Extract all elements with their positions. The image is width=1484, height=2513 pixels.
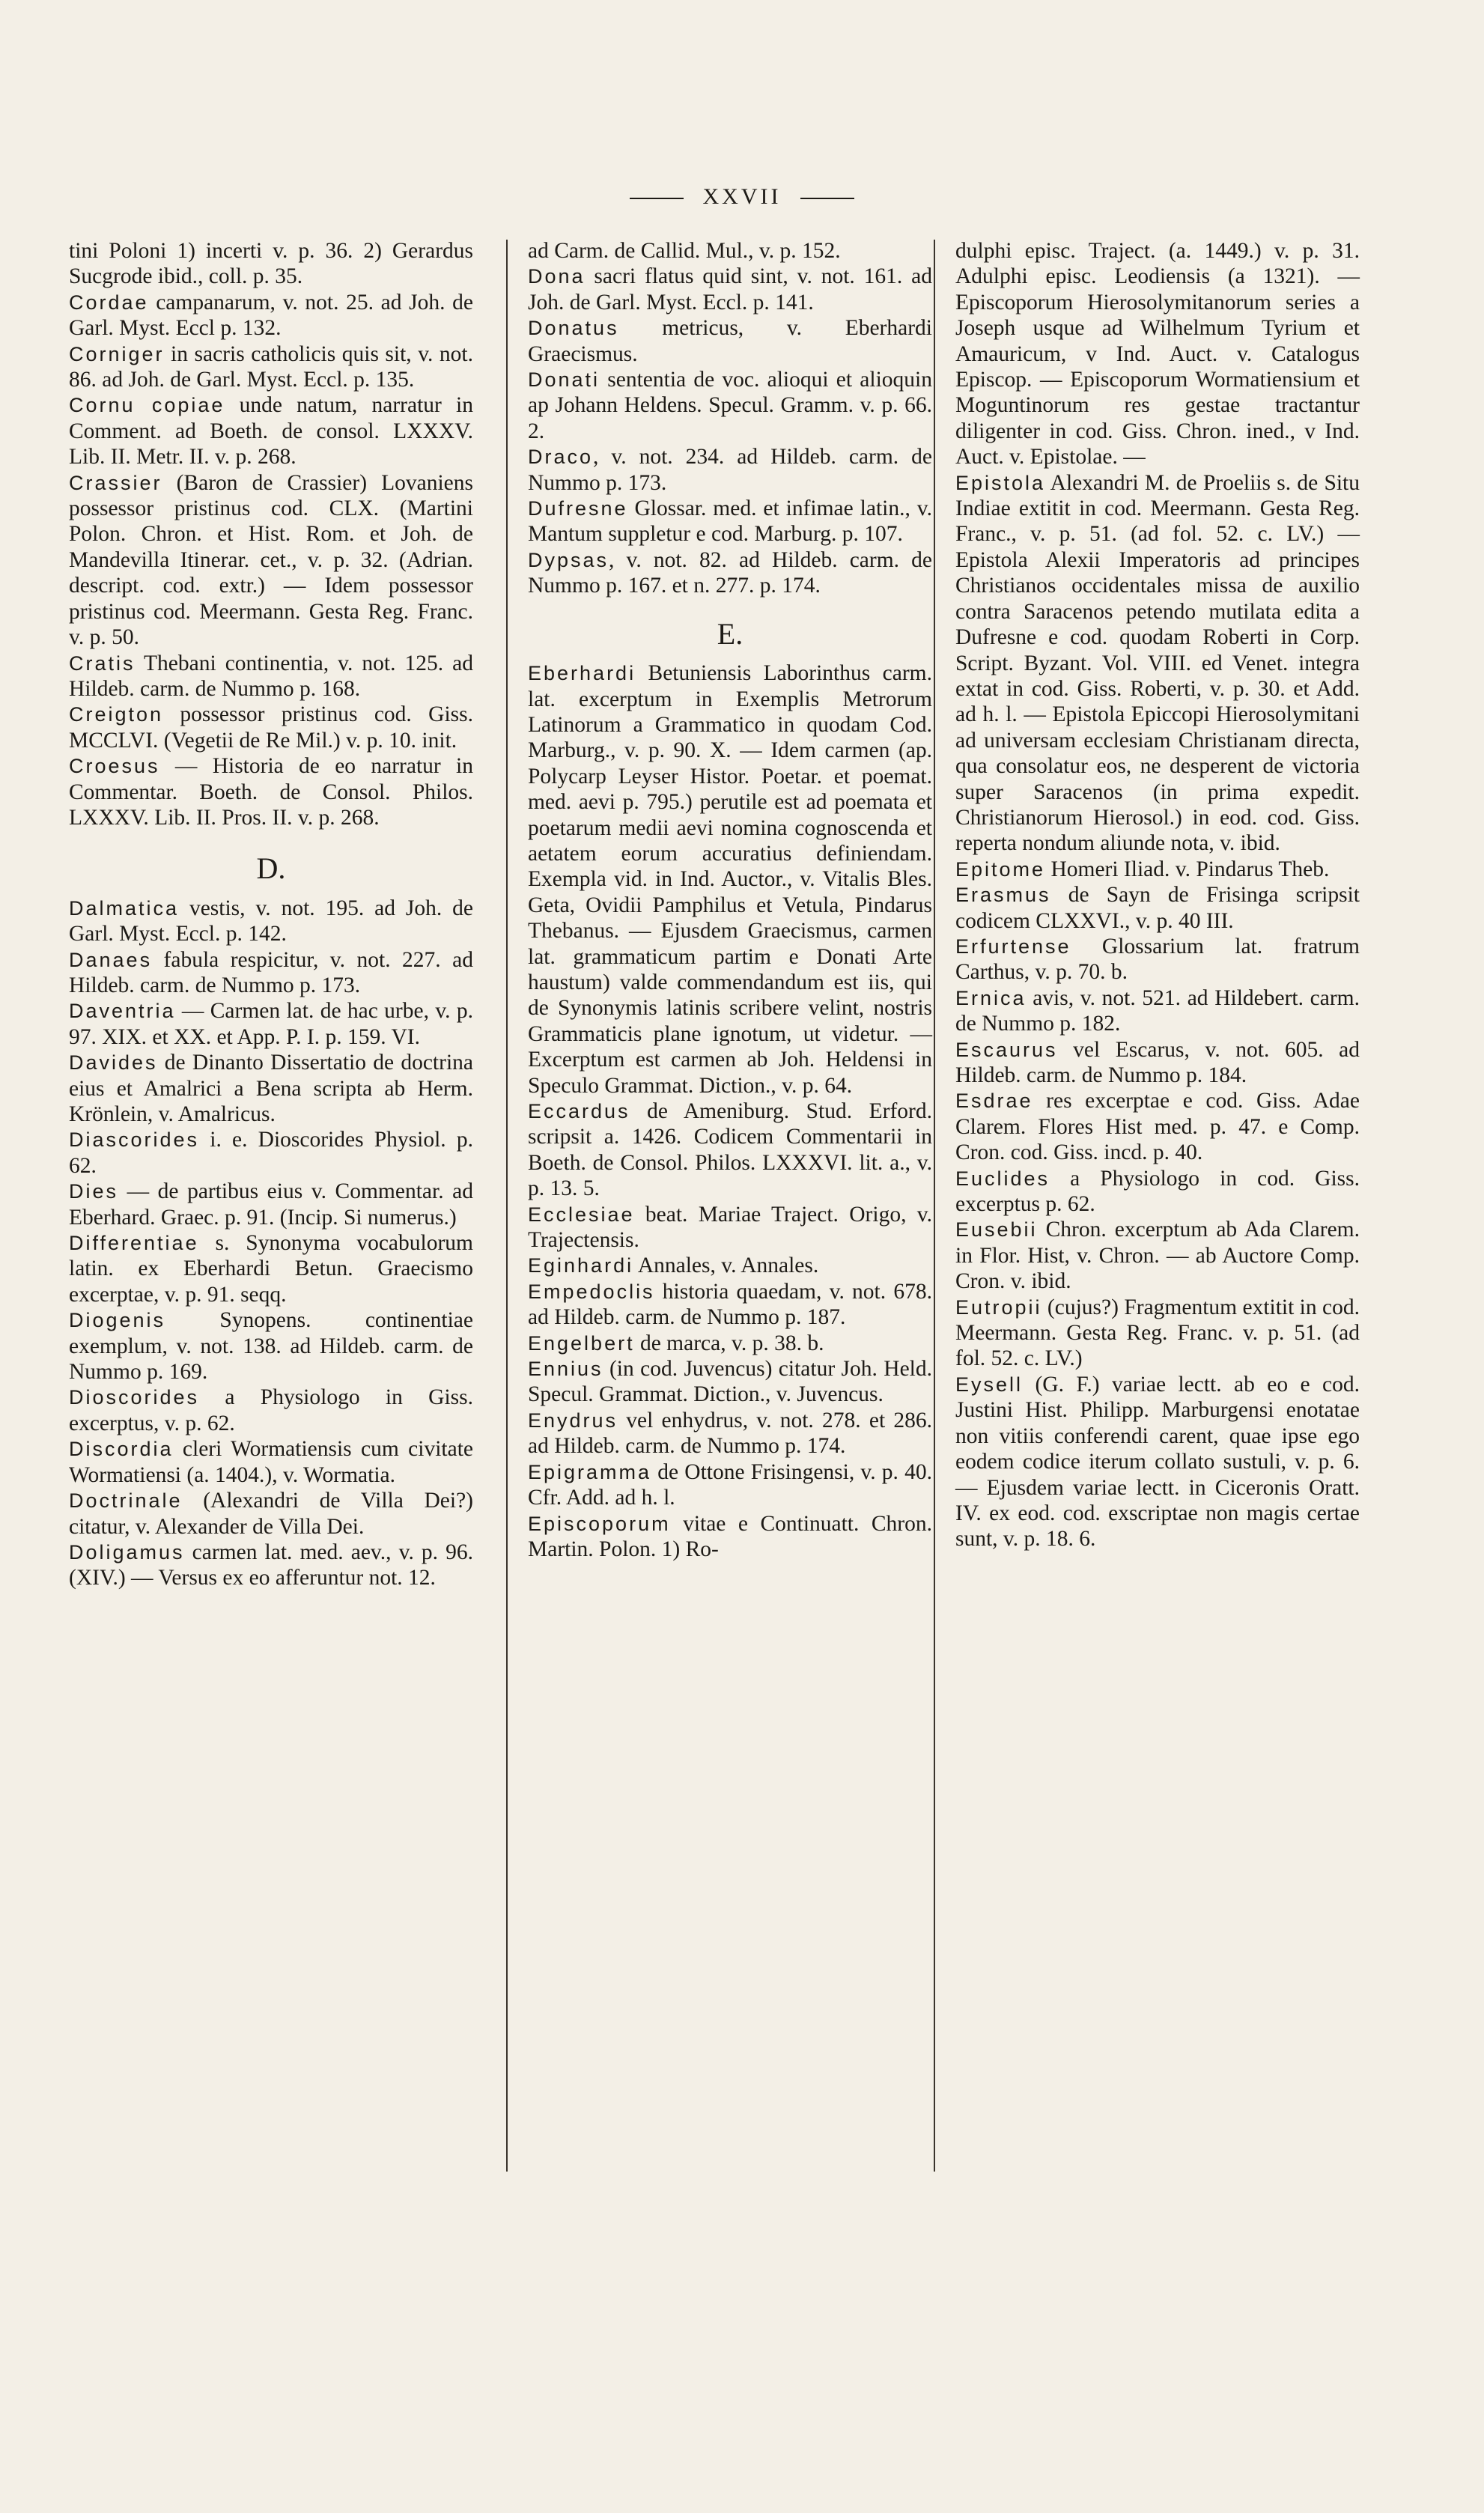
index-entry: Ecclesiae beat. Mariae Traject. Origo, v. Trajectensis. (528, 1202, 932, 1253)
index-entry: Eginhardi Annales, v. Annales. (528, 1254, 819, 1278)
index-entry: Daventria — Carmen lat. de hac urbe, v. p. 97. XIX. et XX. et App. P. I. p. 159. VI. (69, 999, 473, 1049)
page-number: XXVII (702, 184, 782, 209)
index-entry: Dypsas, v. not. 82. ad Hildeb. carm. de Nummo p. 167. et n. 277. p. 174. (528, 547, 932, 598)
index-entry: Cordae campanarum, v. not. 25. ad Joh. de Garl. Myst. Eccl p. 132. (69, 290, 473, 341)
index-entry: Donati sententia de voc. alioqui et alioquin ap Johann Heldens. Specul. Gramm. v. p. 66. 2. (528, 368, 932, 443)
column-divider (506, 240, 508, 2172)
index-entry: Euclides a Physiologo in cod. Giss. excerptus p. 62. (955, 1166, 1360, 1217)
index-entry: Epigramma de Ottone Frisingensi, v. p. 40. Cfr. Add. ad h. l. (528, 1459, 932, 1510)
entries-e-continued-list (955, 238, 1360, 1552)
index-entry: Erasmus de Sayn de Frisinga scripsit codicem CLXXVI., v. p. 40 III. (955, 883, 1360, 933)
section-heading-d: D. (256, 851, 286, 886)
header-rule-right (800, 198, 854, 199)
index-entry: Escaurus vel Escarus, v. not. 605. ad Hildeb. carm. de Nummo p. 184. (955, 1037, 1360, 1087)
index-entry: Davides de Dinanto Dissertatio de doctrina eius et Amalrici a Bena scripta ab Herm. Krönlein, v. Amalricus. (69, 1051, 473, 1126)
index-entry: Donatus metricus, v. Eberhardi Graecismus. (528, 316, 932, 366)
index-entry: Cornu copiae unde natum, narratur in Comment. ad Boeth. de consol. LXXXV. Lib. II. Metr. II. v. p. 268. (69, 393, 473, 470)
entries-c-list (69, 238, 473, 830)
index-entry: Dies — de partibus eius v. Commentar. ad Eberhard. Graec. p. 91. (Incip. Si numerus.) (69, 1179, 473, 1230)
entries-e-list (528, 660, 932, 1562)
index-entry: Danaes fabula respicitur, v. not. 227. ad Hildeb. carm. de Nummo p. 173. (69, 947, 473, 997)
index-entry: Corniger in sacris catholicis quis sit, v. not. 86. ad Joh. de Garl. Myst. Eccl. p. 135. (69, 341, 473, 392)
index-entry: Empedoclis historia quaedam, v. not. 678. ad Hildeb. carm. de Nummo p. 187. (528, 1279, 932, 1330)
index-entry: Engelbert de marca, v. p. 38. b. (528, 1331, 824, 1355)
index-entry: Differentiae s. Synonyma vocabulorum latin. ex Eberhardi Betun. Graecismo excerptae, v. p. 91. seqq. (69, 1231, 473, 1307)
index-entry: Epistola Alexandri M. de Proeliis s. de Situ Indiae extitit in cod. Meermann. Gesta Reg. Franc., v. p. 51. (ad fol. 52. c. LV.) — Epistola Alexii Imperatoris ad principes Christianos occidentales missa de auxilio contra Saracenos petendo mutilata edita a Dufresne e cod. quodam Roberti in Corp. Script. Byzant. Vol. VIII. ed Venet. integra extat in cod. Giss. Roberti, v. p. 30. et Add. ad h. l. — Epistola Epiccopi Hierosolymitani ad universam ecclesiam Christianam directa, qua consolatur eos, ne desperent de victoria super Saracenos (in prima expedit. Christianorum Hierosol.) in eod. cod. Giss. reperta nondum aliunde nota, v. ibid. (955, 470, 1360, 856)
index-entry: Eusebii Chron. excerptum ab Ada Clarem. in Flor. Hist, v. Chron. — ab Auctore Comp. Cron. v. ibid. (955, 1218, 1360, 1294)
index-entry: Dufresne Glossar. med. et infimae latin., v. Mantum suppletur e cod. Marburg. p. 107. (528, 496, 932, 547)
index-entry: Dona sacri flatus quid sint, v. not. 161. ad Joh. de Garl. Myst. Eccl. p. 141. (528, 264, 932, 314)
index-entry: Crassier (Baron de Crassier) Lovaniens possessor pristinus cod. CLX. (Martini Polon. Chron. et Hist. Rom. et Joh. de Mandevilla Itinerar. cet., v. p. 32. (Adrian. descript. cod. extr.) — Idem possessor pristinus cod. Meermann. Gesta Reg. Franc. v. p. 50. (69, 470, 473, 650)
column-divider (934, 240, 935, 2172)
index-entry: Croesus — Historia de eo narratur in Commentar. Boeth. de Consol. Philos. LXXXV. Lib. II. Pros. II. v. p. 268. (69, 754, 473, 830)
column-3 (955, 238, 1360, 1552)
index-entry: Discordia cleri Wormatiensis cum civitate Wormatiensi (a. 1404.), v. Wormatia. (69, 1437, 473, 1487)
index-entry: Eysell (G. F.) variae lectt. ab eo e cod. Justini Hist. Philipp. Marburgensi enotatae non vitiis conferendi carent, quae ipse ego eodem codice iterum collato sustuli, v. p. 6. — Ejusdem variae lectt. in Ciceronis Oratt. IV. ex eod. cod. exscriptae non magis certae sunt, v. p. 18. 6. (955, 1372, 1360, 1552)
index-entry: Dalmatica vestis, v. not. 195. ad Joh. de Garl. Myst. Eccl. p. 142. (69, 896, 473, 946)
column-1 (69, 238, 473, 1591)
index-entry: Doctrinale (Alexandri de Villa Dei?) citatur, v. Alexander de Villa Dei. (69, 1489, 473, 1539)
index-entry: Ennius (in cod. Juvencus) citatur Joh. Held. Specul. Grammat. Diction., v. Juvencus. (528, 1357, 932, 1407)
index-entry: Esdrae res excerptae e cod. Giss. Adae Clarem. Flores Hist med. p. 47. e Comp. Cron. cod. Giss. incd. p. 40. (955, 1089, 1360, 1165)
entries-d-list (69, 896, 473, 1591)
page-header (0, 184, 1484, 210)
header-rule-left (630, 198, 684, 199)
index-entry: Epitome Homeri Iliad. v. Pindarus Theb. (955, 857, 1330, 881)
entries-d-continued-list (528, 238, 932, 599)
index-entry: dulphi episc. Traject. (a. 1449.) v. p. 31. Adulphi episc. Leodiensis (a 1321). — Episcoporum Hierosolymitanorum series a Joseph usque ad Wilhelmum Tyrium et Amauricum, v Ind. Auct. v. Catalogus Episcop. — Episcoporum Wormatiensium et Moguntinorum res gestae tractantur diligenter in cod. Giss. Chron. ined., v Ind. Auct. v. Epistolae. — (955, 239, 1360, 470)
index-entry: Eccardus de Ameniburg. Stud. Erford. scripsit a. 1426. Codicem Commentarii in Boeth. de Consol. Philos. LXXXVI. lit. a., v. p. 13. 5. (528, 1099, 932, 1201)
index-entry: Draco, v. not. 234. ad Hildeb. carm. de Nummo p. 173. (528, 445, 932, 495)
index-entry: Erfurtense Glossarium lat. fratrum Carthus, v. p. 70. b. (955, 934, 1360, 985)
index-entry: Diascorides i. e. Dioscorides Physiol. p. 62. (69, 1128, 473, 1178)
column-2 (528, 238, 932, 1562)
index-entry: Cratis Thebani continentia, v. not. 125. ad Hildeb. carm. de Nummo p. 168. (69, 651, 473, 701)
index-entry: Creigton possessor pristinus cod. Giss. MCCLVI. (Vegetii de Re Mil.) v. p. 10. init. (69, 702, 473, 753)
index-entry: Eutropii (cujus?) Fragmentum extitit in cod. Meermann. Gesta Reg. Franc. v. p. 51. (ad fol. 52. c. LV.) (955, 1295, 1360, 1371)
index-entry: Dioscorides a Physiologo in Giss. excerptus, v. p. 62. (69, 1385, 473, 1435)
index-entry: Ernica avis, v. not. 521. ad Hildebert. carm. de Nummo p. 182. (955, 985, 1360, 1036)
index-entry: tini Poloni 1) incerti v. p. 36. 2) Gerardus Sucgrode ibid., coll. p. 35. (69, 239, 473, 289)
index-entry: Enydrus vel enhydrus, v. not. 278. et 286. ad Hildeb. carm. de Nummo p. 174. (528, 1408, 932, 1459)
section-heading-e: E. (717, 616, 743, 651)
index-entry: ad Carm. de Callid. Mul., v. p. 152. (528, 239, 841, 263)
index-entry: Episcoporum vitae e Continuatt. Chron. Martin. Polon. 1) Ro- (528, 1511, 932, 1561)
index-entry: Eberhardi Betuniensis Laborinthus carm. lat. excerptum in Exemplis Metrorum Latinorum a Grammatico in quodam Cod. Marburg., v. p. 90. X. — Idem carmen (ap. Polycarp Leyser Histor. Poetar. et poemat. med. aevi p. 795.) perutile est ad poemata et poetarum medii aevi nomina cognoscenda et aetatem eorum accuratius definiendam. Exempla vid. in Ind. Auctor., v. Vitalis Bles. Geta, Ovidii Pamphilus et Vetula, Pindarus Thebanus. — Ejusdem Graecismus, carmen lat. grammaticum partim e Donati Arte haustum) valde commendandum est iis, qui de Synonymis latinis scribere velint, nostris Grammaticis plane ignotum, ut videtur. — Excerptum est carmen ab Joh. Heldensi in Speculo Grammat. Diction., v. p. 64. (528, 661, 932, 1098)
index-entry: Doligamus carmen lat. med. aev., v. p. 96. (XIV.) — Versus ex eo afferuntur not. 12. (69, 1540, 473, 1590)
index-entry: Diogenis Synopens. continentiae exemplum, v. not. 138. ad Hildeb. carm. de Nummo p. 169. (69, 1308, 473, 1385)
